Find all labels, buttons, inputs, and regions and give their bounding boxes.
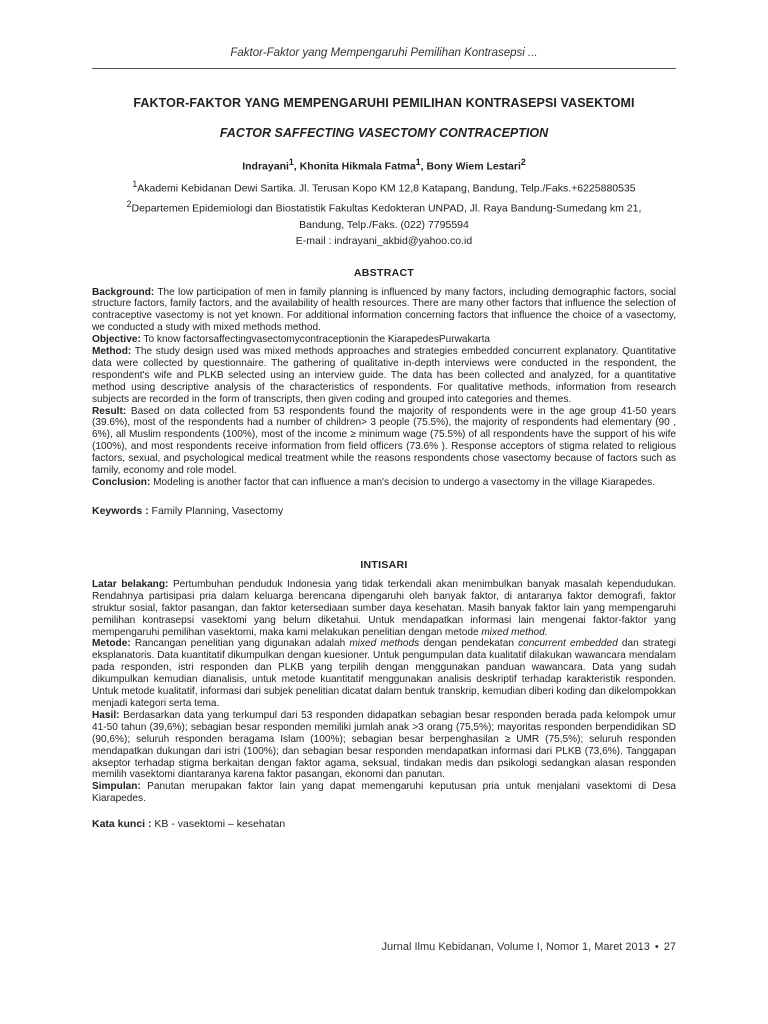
abstract-method: Method: The study design used was mixed methods approaches and strategies embedded concurrent explanatory. Quantitative data were collected by questionnaire. The gathering of qualitative in-depth interviews were conducted in the respondent, the respondent's wife and PLKB selected using an interview guide. The data has been collected and analyzed, for a quantitative method using descriptive analysis of the characteristics of respondents. For qualitative methods, information from research subjects are recorded in the form of transcripts, then given coding and grouped into categories and themes.: [92, 346, 676, 405]
intisari-heading: INTISARI: [360, 558, 408, 571]
abstract-body: [92, 287, 676, 489]
article: [92, 96, 676, 830]
page-number: 27: [663, 941, 676, 953]
affiliation-marker: 2: [520, 157, 526, 167]
abstract-heading: ABSTRACT: [353, 266, 415, 279]
affiliation-2: $^2$Departemen Epidemiologi dan Biostatistik Fakultas Kedokteran UNPAD, Jl. Raya Bandung-Sumedang km 21,: [126, 199, 642, 215]
page-footer: [381, 941, 676, 953]
header-rule: [92, 68, 676, 69]
affiliation-1: $^1$Akademi Kebidanan Dewi Sartika. Jl. Terusan Kopo KM 12,8 Katapang, Bandung, Telp./Faks.+6225880535: [132, 178, 636, 194]
intisari-body: [92, 579, 676, 805]
kata-kunci: Kata kunci : KB - vasektomi – kesehatan: [92, 818, 286, 831]
abstract-background: Background: The low participation of men in family planning is influenced by many factors, including demographic factors, social structure factors, family factors, and the availability of health resources. There are many other factors that influence the selection of contraceptive vasectomy is not yet known. For additional information concerning factors that influence the choice of a vasectomy, we conducted a study with mixed methods method.: [92, 286, 676, 334]
abstract-conclusion: Conclusion: Modeling is another factor that can influence a man's decision to undergo a vasectomy in the village Kiarapedes.: [92, 477, 655, 488]
abstract-result: Result: Based on data collected from 53 respondents found the majority of respondents were in the age group 41-50 years (39.6%), most of the respondents had a number of children> 3 people (75.5%), the majority of respondents had elementary (90 , 6%), all Muslim respondents (100%), most of the income ≥ minimum wage (75.5%) of all respondents have the support of his wife (100%), and most respondents receive information from field officers (73.6% ). Response acceptors of stigma related to religious factors, sexual, and psychological medical treatment while the reasons respondents chose vasectomy because of factors such as family, economy and role model.: [92, 405, 676, 477]
author-name: Khonita Hikmala Fatma: [299, 160, 416, 173]
affiliation-marker: 1: [415, 157, 421, 167]
affiliation-2-cont: Bandung, Telp./Faks. (022) 7795594: [299, 218, 469, 231]
affiliation-marker: 2: [126, 199, 132, 209]
keywords: Keywords : Family Planning, Vasectomy: [92, 504, 284, 517]
footer-bullet: •: [654, 941, 659, 953]
author-separator: ,: [293, 160, 300, 173]
journal-citation: Jurnal Ilmu Kebidanan, Volume I, Nomor 1, Maret 2013: [381, 941, 650, 953]
intisari-hasil: Hasil: Berdasarkan data yang terkumpul dari 53 responden didapatkan sebagian besar responden berada pada kelompok umur 41-50 tahun (39,6%); sebagian besar responden memiliki jumlah anak >3 orang (75,5%); mayoritas responden berpendidikan SD (90,6%); seluruh responden beragama Islam (100%); sebagian besar berpenghasilan ≥ UMR (75,5%); seluruh responden mendapatkan dukungan dari istri (100%); dan sebagian besar responden mendapatkan informasi dari PLKB (73,6%). Tanggapan akseptor terhadap stigma berkaitan dengan faktor agama, seksual, tindakan medis dan psikologi sedangkan alasan responden memilih vasektomi diantaranya karena faktor pasangan, ekonomi dan panutan.: [92, 709, 676, 781]
intisari-metode: Metode: Rancangan penelitian yang digunakan adalah mixed methods dengan pendekatan concurrent embedded dan strategi eksplanatoris. Data kuantitatif dikumpulkan dengan kuesioner. Untuk pengumpulan data kualitatif dilakukan wawancara mendalam pada responden, istri responden dan PLKB yang terpilih dengan menggunakan panduan wawancara. Data yang sudah dikumpulkan kemudian dianalisis, untuk metode kuantitatif menggunakan analisis deskriptif terhadap karakteristik responden. Untuk metode kualitatif, informasi dari subjek penelitian dicatat dalam bentuk transkrip, kemudian diberi koding dan dikelompokkan menjadi kategori serta tema.: [92, 638, 676, 709]
affiliation-marker: 1: [132, 178, 138, 189]
intisari-simpulan: Simpulan: Panutan merupakan faktor lain yang dapat memengaruhi keputusan pria untuk menjalani vasektomi di Desa Kiarapedes.: [92, 781, 676, 805]
email-line: E-mail : indrayani_akbid@yahoo.co.id: [295, 234, 473, 247]
abstract-objective: Objective: To know factorsaffectingvasectomycontraceptionin the KiarapedesPurwakarta: [92, 334, 490, 346]
intisari-latar: Latar belakang: Pertumbuhan penduduk Indonesia yang tidak terkendali akan menimbulkan banyak masalah kependudukan. Rendahnya partisipasi pria dalam keluarga berencana dipengaruhi oleh banyak faktor, di antaranya faktor demografi, faktor struktur sosial, faktor pasangan, dan faktor ketersediaan sumber daya kesehatan. Masih banyak faktor lain yang mempengaruhi pemilihan kontrasepsi vasektomi yang belum diketahui. Untuk mendapatkan informasi lain mengenai faktor-faktor yang mempengaruhi pemilihan vasektomi, maka kami melakukan penelitian dengan metode mixed method.: [92, 578, 676, 638]
affiliations: [92, 176, 676, 249]
author-name: Indrayani: [242, 160, 289, 173]
author-separator: ,: [420, 160, 427, 173]
author-name: Bony Wiem Lestari: [426, 160, 521, 173]
author-list: [92, 157, 676, 173]
article-title: FAKTOR-FAKTOR YANG MEMPENGARUHI PEMILIHAN KONTRASEPSI VASEKTOMI: [133, 96, 635, 110]
running-head: Faktor-Faktor yang Mempengaruhi Pemilihan Kontrasepsi ...: [230, 47, 538, 59]
affiliation-marker: 1: [288, 157, 294, 167]
article-subtitle: FACTOR SAFFECTING VASECTOMY CONTRACEPTION: [219, 126, 549, 140]
